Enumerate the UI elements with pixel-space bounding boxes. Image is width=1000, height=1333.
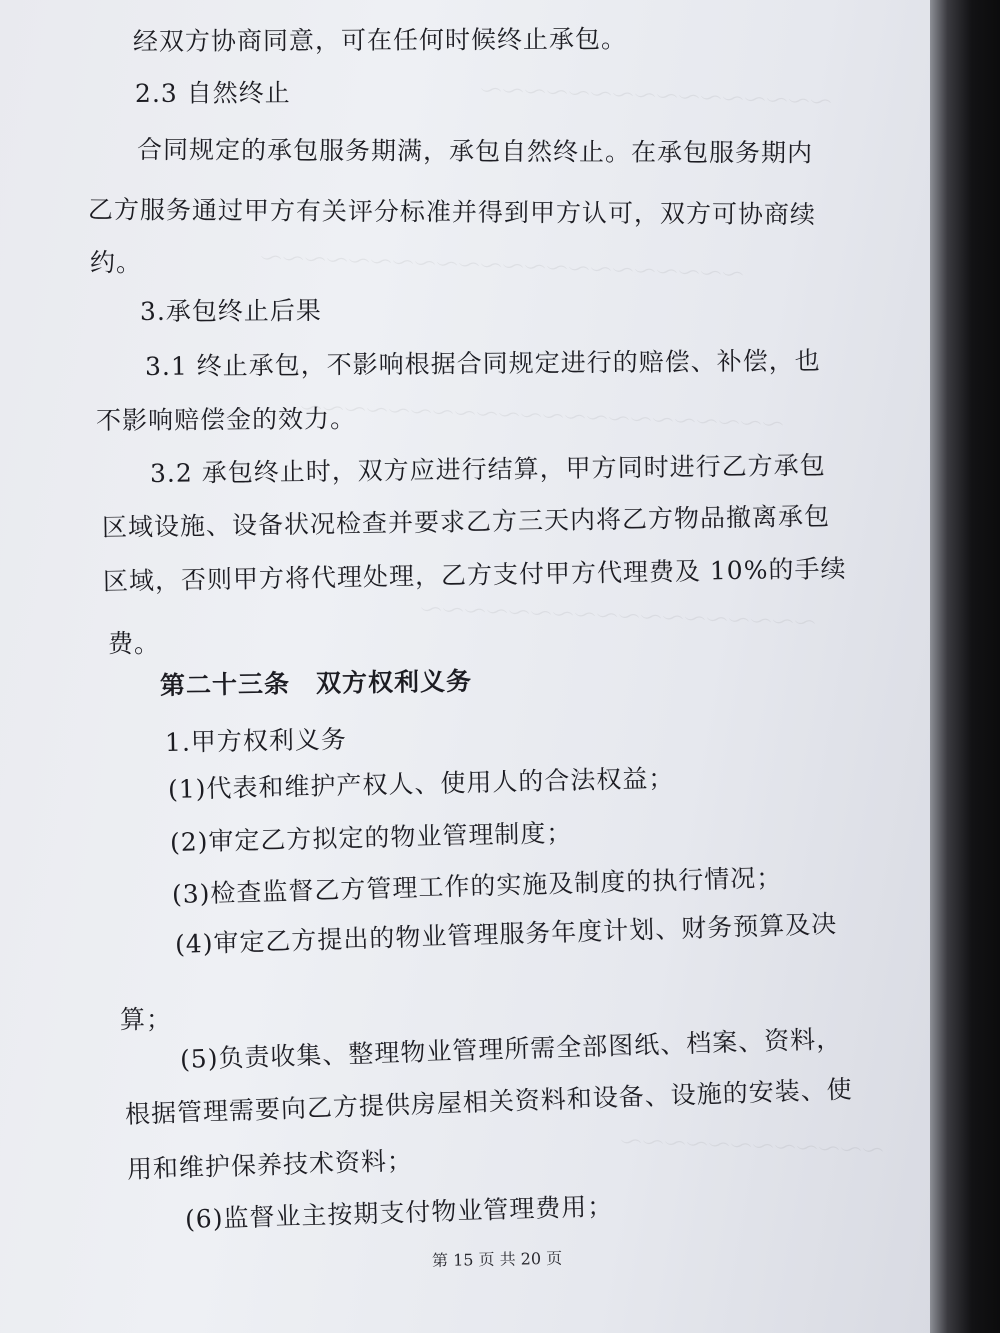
bleed-through-text: ～～～～～～～～～～～～ <box>619 1130 885 1165</box>
text-line: 合同规定的承包服务期满，承包自然终止。在承包服务期内 <box>136 135 814 168</box>
section-heading: 3.承包终止后果 <box>139 296 322 326</box>
page-footer: 第 15 页 共 20 页 <box>431 1248 563 1270</box>
list-item: (5)负责收集、整理物业管理所需全部图纸、档案、资料， <box>179 1024 843 1074</box>
section-heading: 2.3 自然终止 <box>134 78 291 108</box>
list-item: (2)审定乙方拟定的物业管理制度； <box>169 818 573 857</box>
list-item: (6)监督业主按期支付物业管理费用； <box>184 1191 614 1234</box>
text-line: 区域，否则甲方将代理处理，乙方支付甲方代理费及 10%的手续 <box>102 554 847 596</box>
bleed-through-text: ～～～～～～～～～～～～～～～～ <box>479 78 833 117</box>
bleed-through-text: ～～～～～～～～～～～～～～～～～～～～～～ <box>259 246 745 289</box>
article-heading: 第二十三条 双方权利义务 <box>159 666 473 700</box>
text-line: 不影响赔偿金的效力。 <box>95 404 357 435</box>
section-heading: 1.甲方权利义务 <box>164 724 348 757</box>
text-line: 约。 <box>90 248 143 277</box>
list-item: (3)检查监督乙方管理工作的实施及制度的执行情况； <box>171 862 783 909</box>
list-item-continuation: 根据管理需要向乙方提供房屋相关资料和设备、设施的安装、使 <box>124 1074 854 1129</box>
text-line: 费。 <box>108 629 161 658</box>
list-item-continuation: 算； <box>120 1005 173 1034</box>
text-line: 3.2 承包终止时，双方应进行结算，甲方同时进行乙方承包 <box>149 450 826 488</box>
list-item-continuation: 用和维护保养技术资料； <box>126 1146 414 1184</box>
bleed-through-text: ～～～～～～～～～～～～～～～～～～～～～～ <box>299 396 785 439</box>
text-line: 区域设施、设备状况检查并要求乙方三天内将乙方物品撤离承包 <box>101 501 831 542</box>
text-line: 乙方服务通过甲方有关评分标准并得到甲方认可，双方可协商续 <box>87 195 817 230</box>
bleed-through-text: ～～～～～～～～～～～～～～～～～～ <box>419 598 817 637</box>
list-item: (1)代表和维护产权人、使用人的合法权益； <box>167 763 675 804</box>
background-shadow <box>930 0 1000 1333</box>
list-item: (4)审定乙方提出的物业管理服务年度计划、财务预算及决 <box>174 909 838 959</box>
text-line: 3.1 终止承包，不影响根据合同规定进行的赔偿、补偿，也 <box>144 346 821 381</box>
text-line: 经双方协商同意，可在任何时候终止承包。 <box>132 24 628 56</box>
